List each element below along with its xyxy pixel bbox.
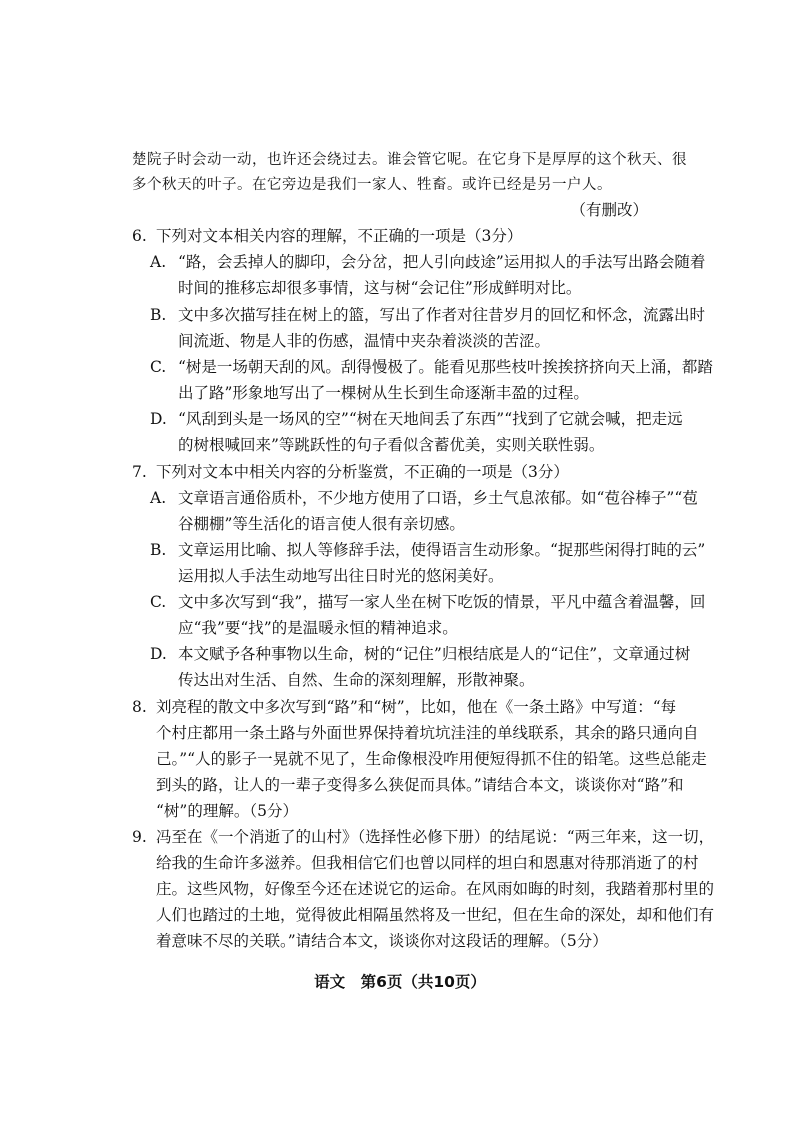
option-text: “路，会丢掉人的脚印，会分岔，把人引向歧途”运用拟人的手法写出路会随着: [178, 253, 706, 271]
question-stem: “树”的理解。（5分）: [156, 802, 298, 820]
option-letter: D.: [150, 645, 167, 663]
option-letter: C.: [150, 358, 167, 376]
option-letter: B.: [150, 306, 167, 324]
option-text: 文中多次描写挂在树上的篮，写出了作者对往昔岁月的回忆和怀念，流露出时: [178, 306, 706, 324]
option-text: 谷棚棚”等生活化的语言使人很有亲切感。: [178, 515, 465, 533]
option-text: 传达出对生活、自然、生命的深刻理解，形散神聚。: [178, 671, 535, 689]
question-stem: 刘亮程的散文中多次写到“路”和“树”，比如，他在《一条土路》中写道：“每: [156, 698, 677, 716]
option-letter: C.: [150, 593, 167, 611]
question-stem: 己。”“人的影子一晃就不见了，生命像根没咋用便短得抓不住的铅笔。这些总能走: [156, 750, 707, 768]
question-number: 9.: [132, 828, 147, 846]
option-text: 的树根喊回来”等跳跃性的句子看似含蓄优美，实则关联性弱。: [178, 436, 605, 454]
question-stem: 个村庄都用一条土路与外面世界保持着坑坑洼洼的单线联系，其余的路只通向自: [156, 724, 699, 742]
option-text: “树是一场朝天刮的风。刮得慢极了。能看见那些枝叶挨挨挤挤向天上涌，都踏: [178, 358, 713, 376]
question-stem: 着意味不尽的关联。”请结合本文，谈谈你对这段话的理解。（5分）: [156, 932, 608, 950]
option-text: 文中多次写到“我”，描写一家人坐在树下吃饭的情景，平凡中蕴含着温馨，回: [178, 593, 706, 611]
source-note: （有删改）: [570, 201, 648, 219]
question-stem: 冯至在《一个消逝了的山村》（选择性必修下册）的结尾说：“两三年来，这一切，: [156, 828, 715, 846]
passage-line: 多个秋天的叶子。在它旁边是我们一家人、牲畜。或许已经是另一户人。: [132, 177, 612, 193]
question-stem: 庄。这些风物，好像至今还在述说它的运命。在风雨如晦的时刻，我踏着那村里的: [156, 880, 715, 898]
question-number: 7.: [132, 463, 147, 481]
option-letter: A.: [150, 489, 167, 507]
option-text: “风刮到头是一场风的空”“树在天地间丢了东西”“找到了它就会喊，把走远: [178, 410, 683, 428]
question-stem: 人们也踏过的土地，觉得彼此相隔虽然将及一世纪，但在生命的深处，却和他们有: [156, 906, 715, 924]
option-letter: A.: [150, 253, 167, 271]
option-text: 间流逝、物是人非的伤感，温情中夹杂着淡淡的苦涩。: [178, 332, 551, 350]
option-text: 本文赋予各种事物以生命，树的“记住”归根结底是人的“记住”，文章通过树: [178, 645, 691, 663]
option-letter: D.: [150, 410, 167, 428]
page-footer: 语文 第6页（共10页）: [314, 973, 486, 991]
option-text: 运用拟人手法生动地写出往日时光的悠闲美好。: [178, 567, 504, 585]
passage-line: 楚院子时会动一动，也许还会绕过去。谁会管它呢。在它身下是厚厚的这个秋天、很: [132, 152, 687, 168]
option-text: 应“我”要“找”的是温暖永恒的精神追求。: [178, 619, 458, 637]
option-text: 时间的推移忘却很多事情，这与树“会记住”形成鲜明对比。: [178, 279, 582, 297]
option-letter: B.: [150, 541, 167, 559]
question-stem: 下列对文本相关内容的理解，不正确的一项是（3分）: [156, 227, 523, 245]
question-stem: 给我的生命许多滋养。但我相信它们也曾以同样的坦白和恩惠对待那消逝了的村: [156, 854, 699, 872]
option-text: 出了路”形象地写出了一棵树从生长到生命逐渐丰盈的过程。: [178, 384, 589, 402]
question-number: 6.: [132, 227, 147, 245]
option-text: 文章运用比喻、拟人等修辞手法，使得语言生动形象。“捉那些闲得打盹的云”: [178, 541, 706, 559]
question-number: 8.: [132, 698, 147, 716]
option-text: 文章语言通俗质朴，不少地方使用了口语，乡土气息浓郁。如“苞谷棒子”“苞: [178, 489, 698, 507]
question-stem: 到头的路，让人的一辈子变得多么狭促而具体。”请结合本文，谈谈你对“路”和: [156, 776, 684, 794]
question-stem: 下列对文本中相关内容的分析鉴赏，不正确的一项是（3分）: [156, 463, 569, 481]
